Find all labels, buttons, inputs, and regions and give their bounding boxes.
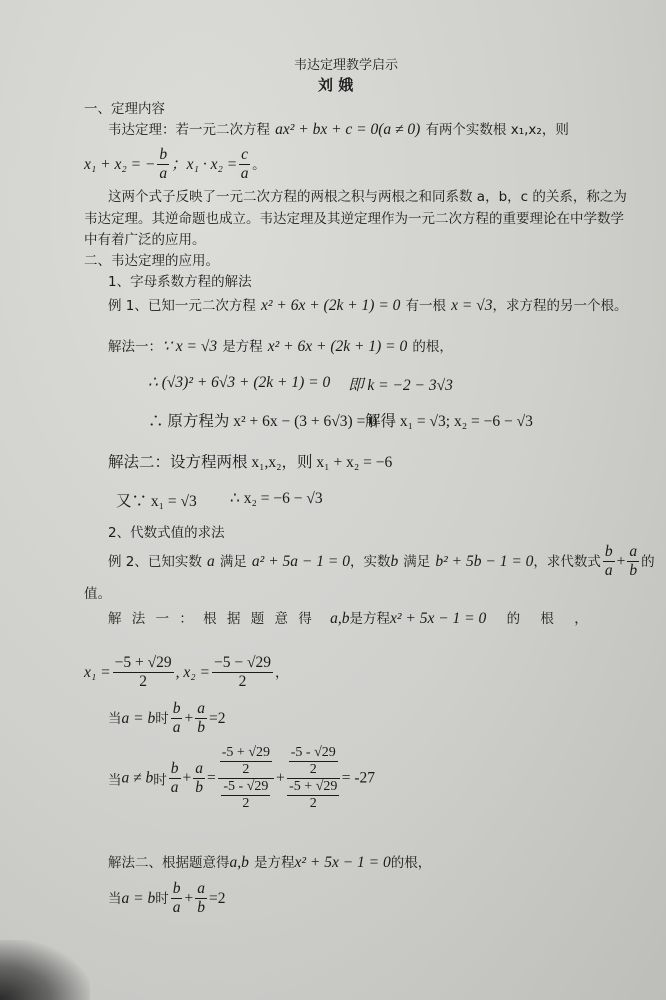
paragraph-line-2: 韦达定理。其逆命题也成立。韦达定理及其逆定理作为一元二次方程的重要理论在中学数学 bbox=[84, 211, 624, 227]
compound-fraction-2: $\frac{\frac{-5 - √29}{2}}{\frac{-5 + √29}{2}}$ bbox=[287, 745, 340, 812]
vieta-prod-lhs: ；x₁ · x₂ = bbox=[171, 155, 238, 173]
subsection-2-heading: 2、代数式值的求法 bbox=[108, 525, 225, 541]
vieta-formulas: x₁ + x₂ = − $\frac{b}{a}$ ；x₁ · x₂ = $\frac{c}{a}$ 。 bbox=[84, 146, 266, 182]
case-a-not-equal-b: 当a ≠ b时 $\frac{b}{a}$ + $\frac{a}{b}$ = $\frac{\frac{-5 + √29}{2}}{\frac{-5 - √29}{2}}$ + $\frac{\frac{-5 - √29}{2}}{\frac{-5 + √29}{2}}$ = -27 bbox=[108, 745, 376, 812]
theorem-equation: ax² + bx + c = 0(a ≠ 0) bbox=[275, 121, 421, 138]
subsection-1-heading: 1、字母系数方程的解法 bbox=[108, 274, 252, 290]
case-a-equals-b-2: 当a = b时 $\frac{b}{a}$ + $\frac{a}{b}$ =2 bbox=[108, 880, 226, 916]
theorem-label: 韦达定理：若一元二次方程 bbox=[108, 122, 270, 138]
solution-1-line-2: ∴ (√3)² + 6√3 + (2k + 1) = 0 bbox=[148, 374, 331, 391]
vieta-prod-frac: $\frac{c}{a}$ bbox=[240, 146, 249, 182]
theorem-line bbox=[108, 118, 569, 139]
compound-fraction-1: $\frac{\frac{-5 + √29}{2}}{\frac{-5 - √29}{2}}$ bbox=[218, 745, 274, 812]
vieta-sum-frac: $\frac{b}{a}$ bbox=[159, 146, 168, 182]
vieta-sum-lhs: x₁ + x₂ = − bbox=[84, 155, 156, 173]
section-2-heading: 二、韦达定理的应用。 bbox=[84, 253, 219, 269]
case-a-equals-b: 当a = b时 $\frac{b}{a}$ + $\frac{a}{b}$ =2 bbox=[108, 700, 226, 736]
example-2: 例 2、已知实数 a 满足 a² + 5a − 1 = 0，实数b 满足 b² + 5b − 1 = 0，求代数式 $\frac{b}{a}$ + $\frac{a}{b}$ 的 bbox=[108, 543, 655, 579]
theorem-roots: 有两个实数根 x₁,x₂，则 bbox=[425, 122, 569, 138]
solution-2-line-1: 解法二：设方程两根 x₁,x₂，则 x₁ + x₂ = −6 bbox=[108, 454, 393, 471]
solution-2-line-2a: 又∵ x₁ = √3 bbox=[116, 493, 197, 510]
section-1-heading: 一、定理内容 bbox=[84, 101, 165, 117]
solution-2-line-2b: ∴ x₂ = −6 − √3 bbox=[230, 490, 323, 507]
solution-1-line-3: ∴ 原方程为 x² + 6x − (3 + 6√3) = 0 bbox=[148, 413, 377, 430]
example-1-equation: x² + 6x + (2k + 1) = 0 bbox=[260, 297, 401, 314]
example-2-roots: x₁ = $\frac{-5 + √29}{2}$ , x₂ = $\frac{-5 - √29}{2}$ ， bbox=[84, 654, 289, 690]
example-2-tail: 值。 bbox=[84, 586, 111, 602]
solution-1-line-1: 解法一：∵ x = √3 是方程 x² + 6x + (2k + 1) = 0 的根， bbox=[108, 338, 453, 355]
doc-title: 韦达定理教学启示 bbox=[294, 58, 399, 73]
paragraph-line-3: 中有着广泛的应用。 bbox=[84, 232, 206, 248]
example-1: 例 1、已知一元二次方程 x² + 6x + (2k + 1) = 0 有一根 x = √3，求方程的另一个根。 bbox=[108, 297, 628, 314]
corner-shadow bbox=[0, 940, 90, 1000]
paragraph-line-1: 这两个式子反映了一元二次方程的两根之积与两根之和同系数 a，b，c 的关系，称之为 bbox=[108, 189, 627, 205]
solution-1-k-value: 即 k = −2 − 3√3 bbox=[348, 377, 453, 394]
example-1-root: x = √3 bbox=[451, 297, 493, 314]
doc-author: 刘 娥 bbox=[318, 76, 354, 94]
solution-1-roots: 解得 x₁ = √3; x₂ = −6 − √3 bbox=[365, 413, 533, 430]
example-2-solution-2: 解法二、根据题意得a,b 是方程x² + 5x − 1 = 0的根， bbox=[108, 854, 432, 871]
example-2-solution-1: 解 法 一 ： 根 据 题 意 得 a,b是方程x² + 5x − 1 = 0 的 根 ， bbox=[108, 610, 596, 627]
